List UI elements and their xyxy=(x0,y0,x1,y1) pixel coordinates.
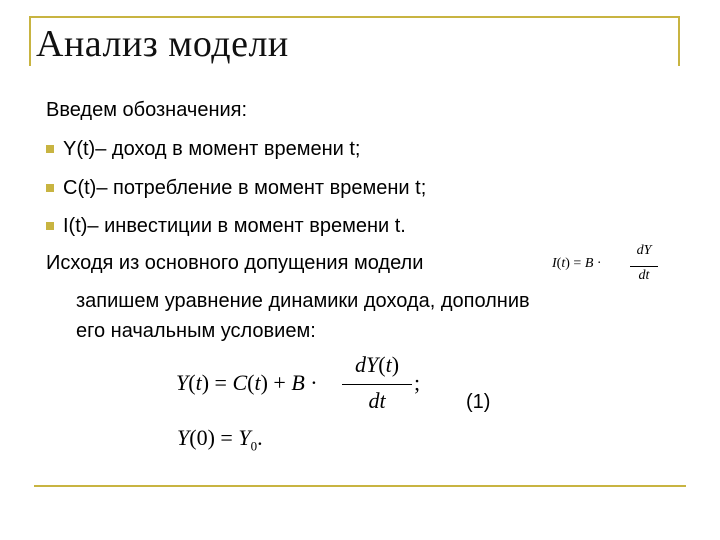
frame-bottom-line xyxy=(34,485,686,487)
bullet-text: Y(t)– доход в момент времени t; xyxy=(63,138,361,160)
frame-top-line xyxy=(29,16,679,18)
initial-condition: $Y(0) = Y_0$. xyxy=(177,425,263,454)
slide-title: Анализ модели xyxy=(36,23,289,65)
bullet-item-consumption xyxy=(46,176,426,200)
derivative-fraction: dY dt xyxy=(630,246,658,290)
intro-text: Введем обозначения: xyxy=(46,99,248,121)
square-bullet-icon xyxy=(46,222,54,230)
derivative-fraction: dY(t) dt xyxy=(342,352,412,418)
assumption-text: Исходя из основного допущения модели xyxy=(46,252,424,274)
equation-number: (1) xyxy=(466,391,491,413)
bullet-item-investment xyxy=(46,214,406,238)
bullet-text: C(t)– потребление в момент времени t; xyxy=(63,177,427,199)
income-dynamics-equation: Y(t) = C(t) + B · dY(t) dt ; xyxy=(176,352,436,422)
investment-formula: I(t) = B · dY dt xyxy=(552,246,672,292)
bullet-text: I(t)– инвестиции в момент времени t. xyxy=(63,215,406,237)
bullet-item-income xyxy=(46,137,360,161)
continuation-text: запишем уравнение динамики дохода, дополнив xyxy=(76,290,530,312)
frame-right-line xyxy=(678,16,680,66)
continuation-text-2: его начальным условием: xyxy=(76,320,316,342)
frame-left-line xyxy=(29,16,31,66)
square-bullet-icon xyxy=(46,184,54,192)
square-bullet-icon xyxy=(46,145,54,153)
